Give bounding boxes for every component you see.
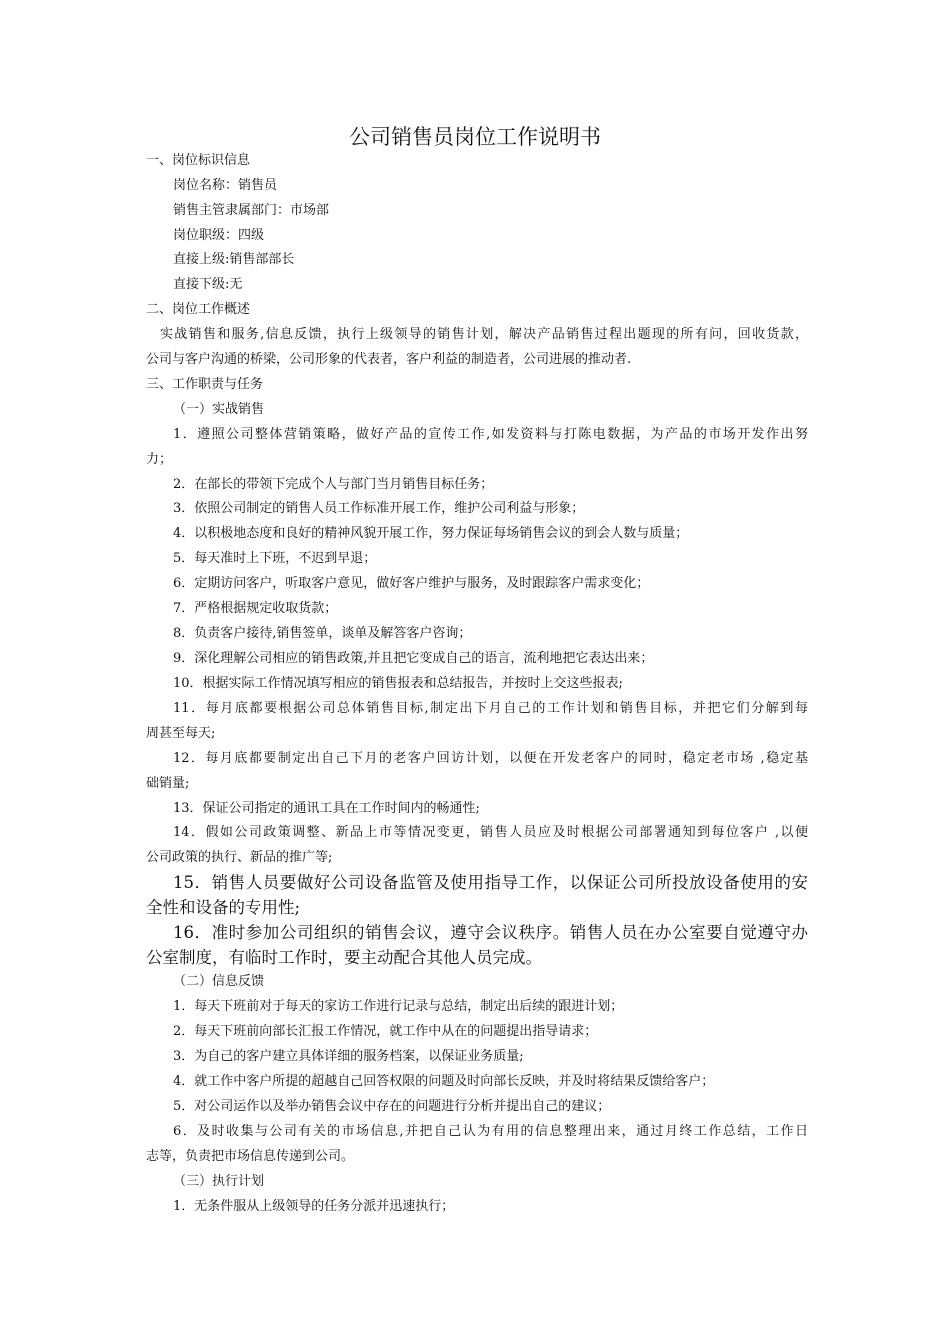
duty-item-3: 3．依照公司制定的销售人员工作标准开展工作，维护公司利益与形象；	[173, 501, 585, 516]
direct-subordinate: 直接下级:无	[173, 277, 243, 292]
duty-item-12-cont: 础销量;	[146, 776, 190, 791]
duty-item-11: 11．每月底都要根据公司总体销售目标,制定出下月自己的工作计划和销售目标，并把它们分解到每	[173, 701, 808, 716]
feedback-item-3: 3．为自己的客户建立具体详细的服务档案，以保证业务质量;	[173, 1049, 524, 1064]
feedback-item-4: 4．就工作中客户所提的超越自己回答权限的问题及时向部长反映，并及时将结果反馈给客户；	[173, 1074, 715, 1089]
feedback-item-6-cont: 志等，负责把市场信息传递到公司。	[146, 1149, 355, 1164]
section-heading-2: 二、岗位工作概述	[146, 302, 251, 317]
section-heading-3: 三、工作职责与任务	[146, 377, 264, 392]
duty-item-1: 1．遵照公司整体营销策略，做好产品的宣传工作,如发资料与打陈电数据，为产品的市场开发作出努	[173, 427, 808, 442]
subsection-heading-3: （三）执行计划	[173, 1174, 265, 1189]
duty-item-4: 4．以积极地态度和良好的精神风貌开展工作，努力保证每场销售会议的到会人数与质量；	[173, 526, 689, 541]
direct-superior: 直接上级:销售部部长	[173, 252, 295, 267]
duty-item-1-cont: 力；	[146, 452, 173, 467]
feedback-item-6: 6．及时收集与公司有关的市场信息,并把自己认为有用的信息整理出来，通过月终工作总结，工作日	[173, 1124, 808, 1139]
duty-item-13: 13．保证公司指定的通讯工具在工作时间内的畅通性;	[173, 801, 480, 816]
duty-item-15-cont: 全性和设备的专用性;	[146, 898, 301, 917]
section-heading-1: 一、岗位标识信息	[146, 153, 251, 168]
duty-item-15: 15．销售人员要做好公司设备监管及使用指导工作，以保证公司所投放设备使用的安	[173, 873, 808, 892]
duty-item-14: 14．假如公司政策调整、新品上市等情况变更，销售人员应及时根据公司部署通知到每位客户 ,以便	[173, 825, 808, 840]
duty-item-14-cont: 公司政策的执行、新品的推广等;	[146, 850, 333, 865]
feedback-item-1: 1．每天下班前对于每天的家访工作进行记录与总结，制定出后续的跟进计划；	[173, 999, 624, 1014]
position-level: 岗位职级：四级	[173, 228, 265, 243]
duty-item-6: 6．定期访问客户，听取客户意见，做好客户维护与服务，及时跟踪客户需求变化；	[173, 576, 650, 591]
department: 销售主管隶属部门：市场部	[173, 203, 330, 218]
duty-item-16-cont: 公室制度，有临时工作时，要主动配合其他人员完成。	[146, 948, 542, 967]
feedback-item-2: 2．每天下班前向部长汇报工作情况，就工作中从在的问题提出指导请求；	[173, 1024, 598, 1039]
subsection-heading-2: （二）信息反馈	[173, 974, 265, 989]
duty-item-5: 5．每天准时上下班，不迟到早退；	[173, 551, 377, 566]
subsection-heading-1: （一）实战销售	[173, 402, 265, 417]
duty-item-11-cont: 周甚至每天;	[146, 726, 216, 741]
overview-line-2: 公司与客户沟通的桥梁，公司形象的代表者，客户利益的制造者，公司进展的推动者.	[146, 352, 632, 367]
duty-item-9: 9．深化理解公司相应的销售政策,并且把它变成自己的语言，流利地把它表达出来；	[173, 651, 654, 666]
execution-item-1: 1．无条件服从上级领导的任务分派并迅速执行；	[173, 1199, 455, 1214]
duty-item-2: 2．在部长的带领下完成个人与部门当月销售目标任务；	[173, 477, 494, 492]
duty-item-16: 16．准时参加公司组织的销售会议，遵守会议秩序。销售人员在办公室要自觉遵守办	[173, 923, 808, 942]
document-title: 公司销售员岗位工作说明书	[349, 125, 601, 149]
duty-item-12: 12．每月底都要制定出自己下月的老客户回访计划，以便在开发老客户的同时，稳定老市场 ,稳定基	[173, 751, 808, 766]
duty-item-7: 7．严格根据规定收取货款；	[173, 601, 338, 616]
feedback-item-5: 5．对公司运作以及举办销售会议中存在的问题进行分析并提出自己的建议；	[173, 1099, 611, 1114]
duty-item-10: 10．根据实际工作情况填写相应的销售报表和总结报告，并按时上交这些报表;	[173, 676, 623, 691]
position-name: 岗位名称：销售员	[173, 178, 278, 193]
duty-item-8: 8．负责客户接待,销售签单，谈单及解答客户咨询；	[173, 626, 472, 641]
overview-line-1: 实战销售和服务,信息反馈，执行上级领导的销售计划，解决产品销售过程出题现的所有问，回收货款，	[160, 327, 808, 342]
